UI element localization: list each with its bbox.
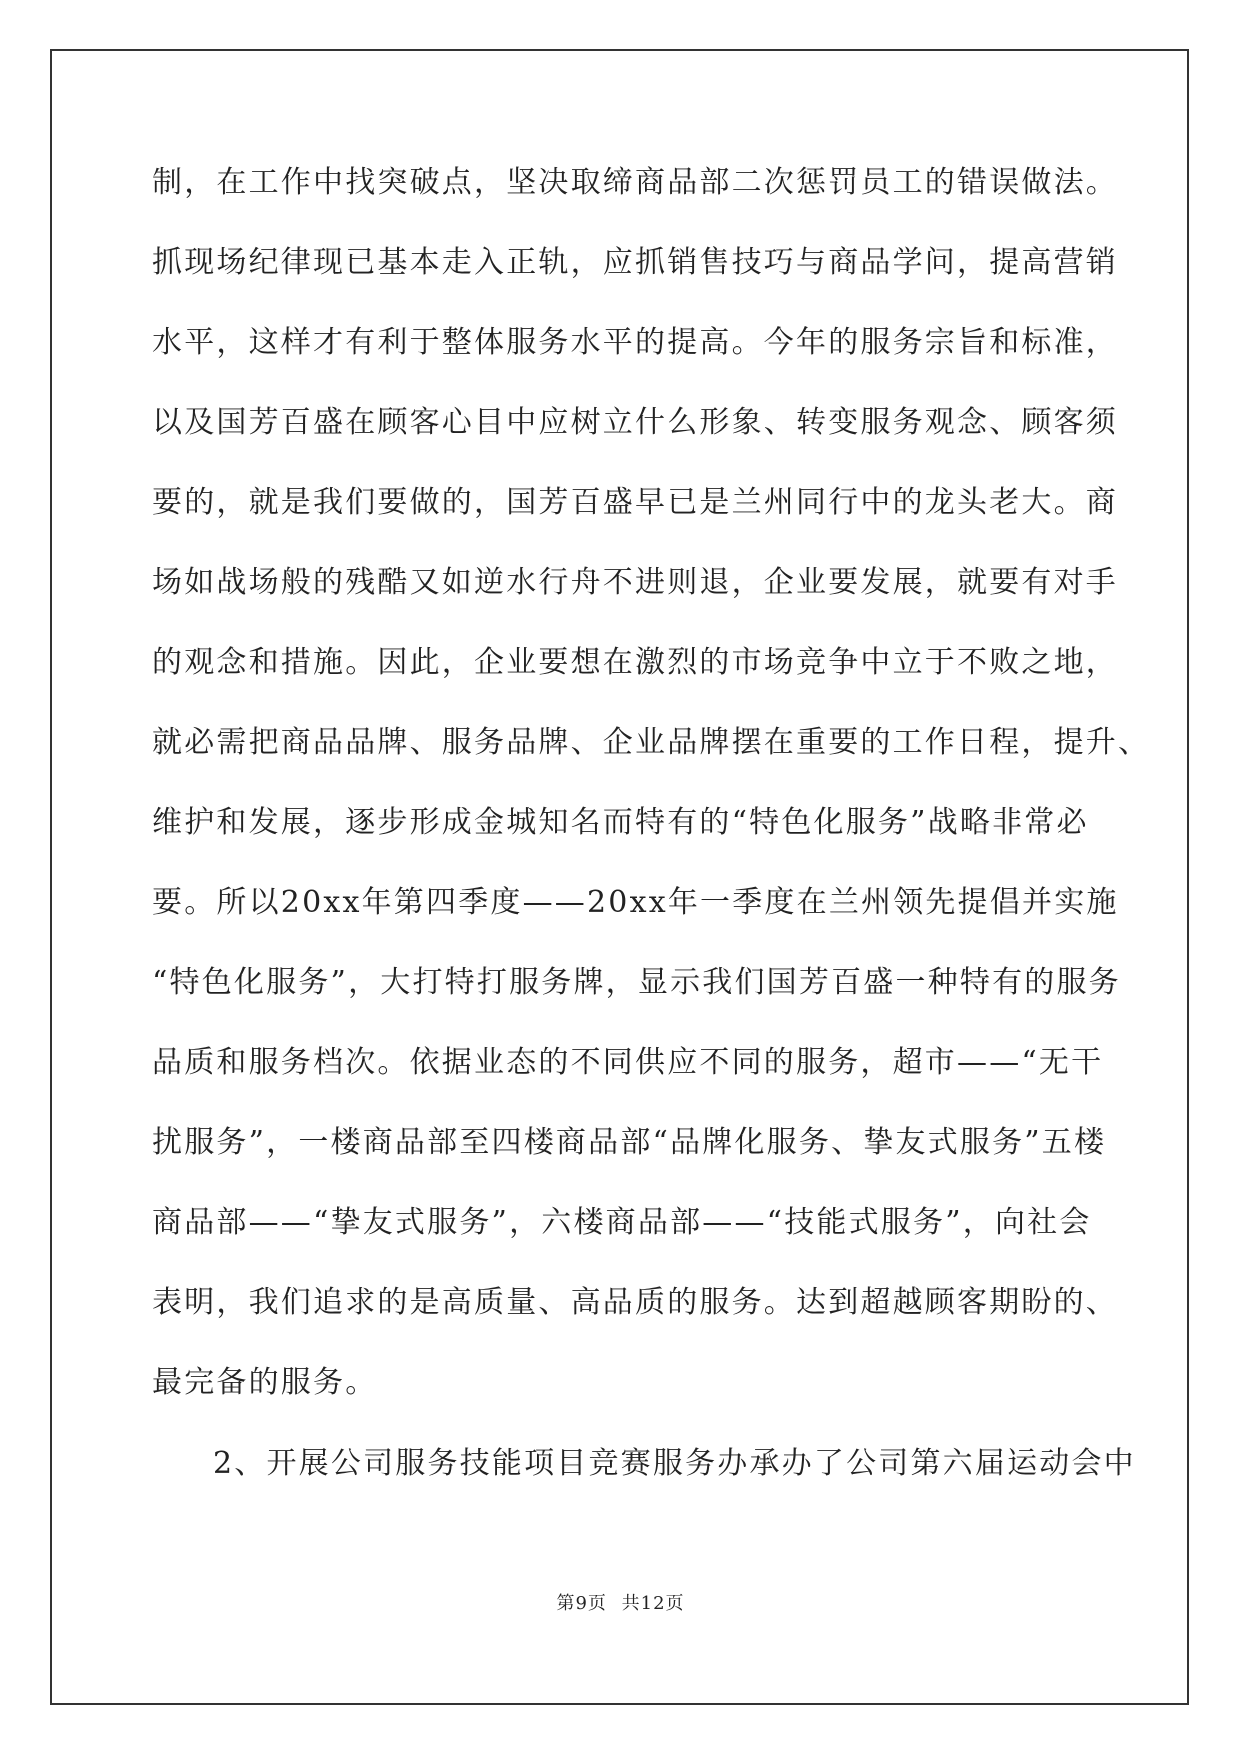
text-line: 扰服务”，一楼商品部至四楼商品部“品牌化服务、挚友式服务”五楼 [152,1125,1107,1160]
text-line: 要。所以20xx年第四季度——20xx年一季度在兰州领先提倡并实施 [152,885,1119,920]
text-line: “特色化服务”，大打特打服务牌，显示我们国芳百盛一种特有的服务 [152,965,1121,1000]
text-line: 最完备的服务。 [152,1365,378,1400]
paragraph-2-first-line: 2、开展公司服务技能项目竞赛服务办承办了公司第六届运动会中 [213,1446,1136,1481]
text-line: 的观念和措施。因此，企业要想在激烈的市场竞争中立于不败之地， [152,645,1118,680]
text-line: 商品部——“挚友式服务”，六楼商品部——“技能式服务”，向社会 [152,1205,1092,1240]
document-body [152,160,1151,1521]
text-line: 表明，我们追求的是高质量、高品质的服务。达到超越顾客期盼的、 [152,1285,1118,1320]
text-line: 制，在工作中找突破点，坚决取缔商品部二次惩罚员工的错误做法。 [152,165,1118,200]
text-line: 场如战场般的残酷又如逆水行舟不进则退，企业要发展，就要有对手 [152,565,1118,600]
text-line: 就必需把商品品牌、服务品牌、企业品牌摆在重要的工作日程，提升、 [152,725,1151,760]
page-total: 共12页 [621,1593,685,1614]
text-line: 水平，这样才有利于整体服务水平的提高。今年的服务宗旨和标准， [152,325,1118,360]
text-line: 要的，就是我们要做的，国芳百盛早已是兰州同行中的龙头老大。商 [152,485,1118,520]
text-line: 以及国芳百盛在顾客心目中应树立什么形象、转变服务观念、顾客须 [152,405,1118,440]
page-number: 第9页 [556,1593,607,1614]
page-footer [0,1589,1241,1615]
text-line: 抓现场纪律现已基本走入正轨，应抓销售技巧与商品学问，提高营销 [152,245,1118,280]
text-line: 维护和发展，逐步形成金城知名而特有的“特色化服务”战略非常必 [152,805,1089,840]
text-line: 品质和服务档次。依据业态的不同供应不同的服务，超市——“无干 [152,1045,1104,1080]
